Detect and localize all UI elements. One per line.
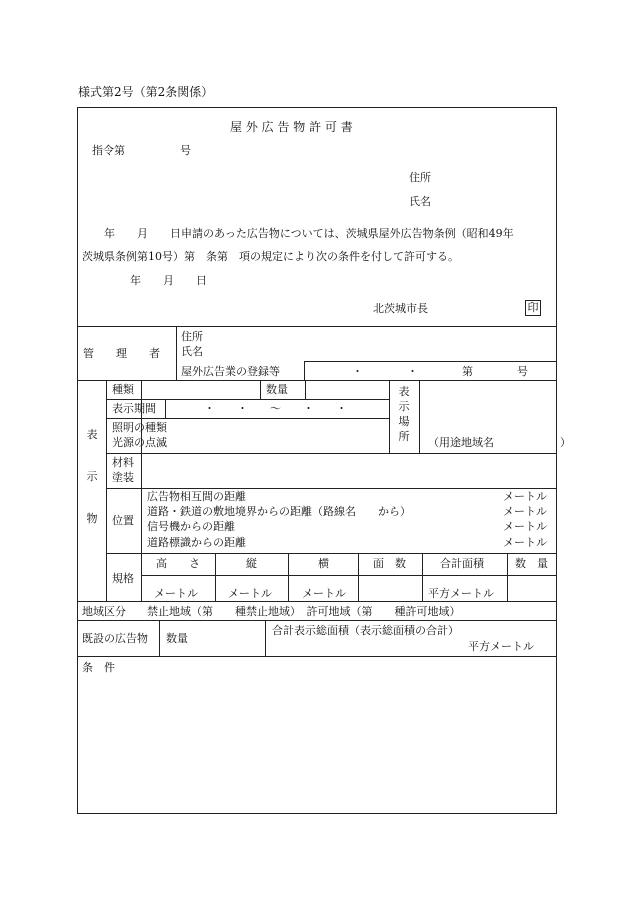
applicant-name-label: 氏名 [409, 195, 431, 208]
spec-unit-total-area: 平方メートル [428, 587, 494, 600]
form-title: 屋 外 広 告 物 許 可 書 [230, 120, 353, 134]
seal-mark: 印 [525, 300, 541, 316]
kind-label: 種類 [112, 383, 134, 396]
body-line-2: 茨城県条例第10号）第 条第 項の規定により次の条件を付して許可する。 [82, 250, 459, 263]
manager-label: 管 理 者 [83, 347, 160, 360]
display-place-label: 表示場所 [398, 385, 410, 443]
form-caption: 様式第2号（第2条関係） [78, 85, 214, 99]
spec-header-total-area: 合計面積 [440, 557, 484, 570]
distance-unit: メートル [503, 505, 547, 518]
spec-label: 規格 [112, 572, 134, 585]
quantity-label: 数量 [266, 383, 288, 396]
order-number: 指令第 号 [92, 144, 191, 157]
manager-name-label: 氏名 [181, 345, 203, 358]
conditions-label: 条 件 [82, 661, 115, 674]
spec-unit-vertical: メートル [228, 587, 272, 600]
issue-date: 年 月 日 [130, 274, 207, 287]
zone-label: 地域区分 [82, 605, 126, 618]
period-label: 表示期間 [112, 402, 156, 415]
distance-label: 道路標識からの距離 [147, 536, 246, 549]
spec-header-height: 高 さ [156, 557, 200, 570]
period-value: ・ ・ 〜 ・ ・ [204, 402, 347, 415]
distance-label: 広告物相互間の距離 [147, 490, 246, 503]
spec-unit-horizontal: メートル [302, 587, 346, 600]
position-label: 位置 [112, 514, 134, 527]
distance-label: 信号機からの距離 [147, 520, 235, 533]
registration-value: ・ ・ 第 号 [352, 365, 528, 378]
existing-quantity-label: 数量 [166, 632, 188, 645]
issuer: 北茨城市長 [373, 302, 428, 315]
existing-total-label: 合計表示総面積（表示総面積の合計） [272, 624, 459, 637]
flashing-label: 光源の点滅 [112, 436, 167, 449]
display-section-label: 表示物 [86, 428, 98, 525]
distance-unit: メートル [503, 490, 547, 503]
body-line-1: 年 月 日申請のあった広告物については、茨城県屋外広告物条例（昭和49年 [82, 227, 514, 240]
existing-ads-label: 既設の広告物 [82, 632, 148, 645]
registration-label: 屋外広告業の登録等 [181, 365, 280, 378]
zone-value: 禁止地域（第 種禁止地域） 許可地域（第 種許可地域） [147, 605, 461, 618]
spec-header-vertical: 縦 [246, 557, 257, 570]
coating-label: 塗装 [112, 471, 134, 484]
spec-header-faces: 面 数 [373, 557, 406, 570]
lighting-label: 照明の種類 [112, 421, 167, 434]
spec-header-quantity: 数 量 [515, 557, 548, 570]
usage-zone: （用途地域名 ） [428, 436, 571, 449]
applicant-address-label: 住所 [409, 171, 431, 184]
distance-unit: メートル [503, 520, 547, 533]
existing-total-unit: 平方メートル [468, 640, 534, 653]
spec-unit-height: メートル [154, 587, 198, 600]
distance-unit: メートル [503, 536, 547, 549]
manager-address-label: 住所 [181, 330, 203, 343]
distance-label: 道路・鉄道の敷地境界からの距離（路線名 から） [147, 505, 411, 518]
spec-header-horizontal: 横 [318, 557, 329, 570]
material-label: 材料 [112, 456, 134, 469]
